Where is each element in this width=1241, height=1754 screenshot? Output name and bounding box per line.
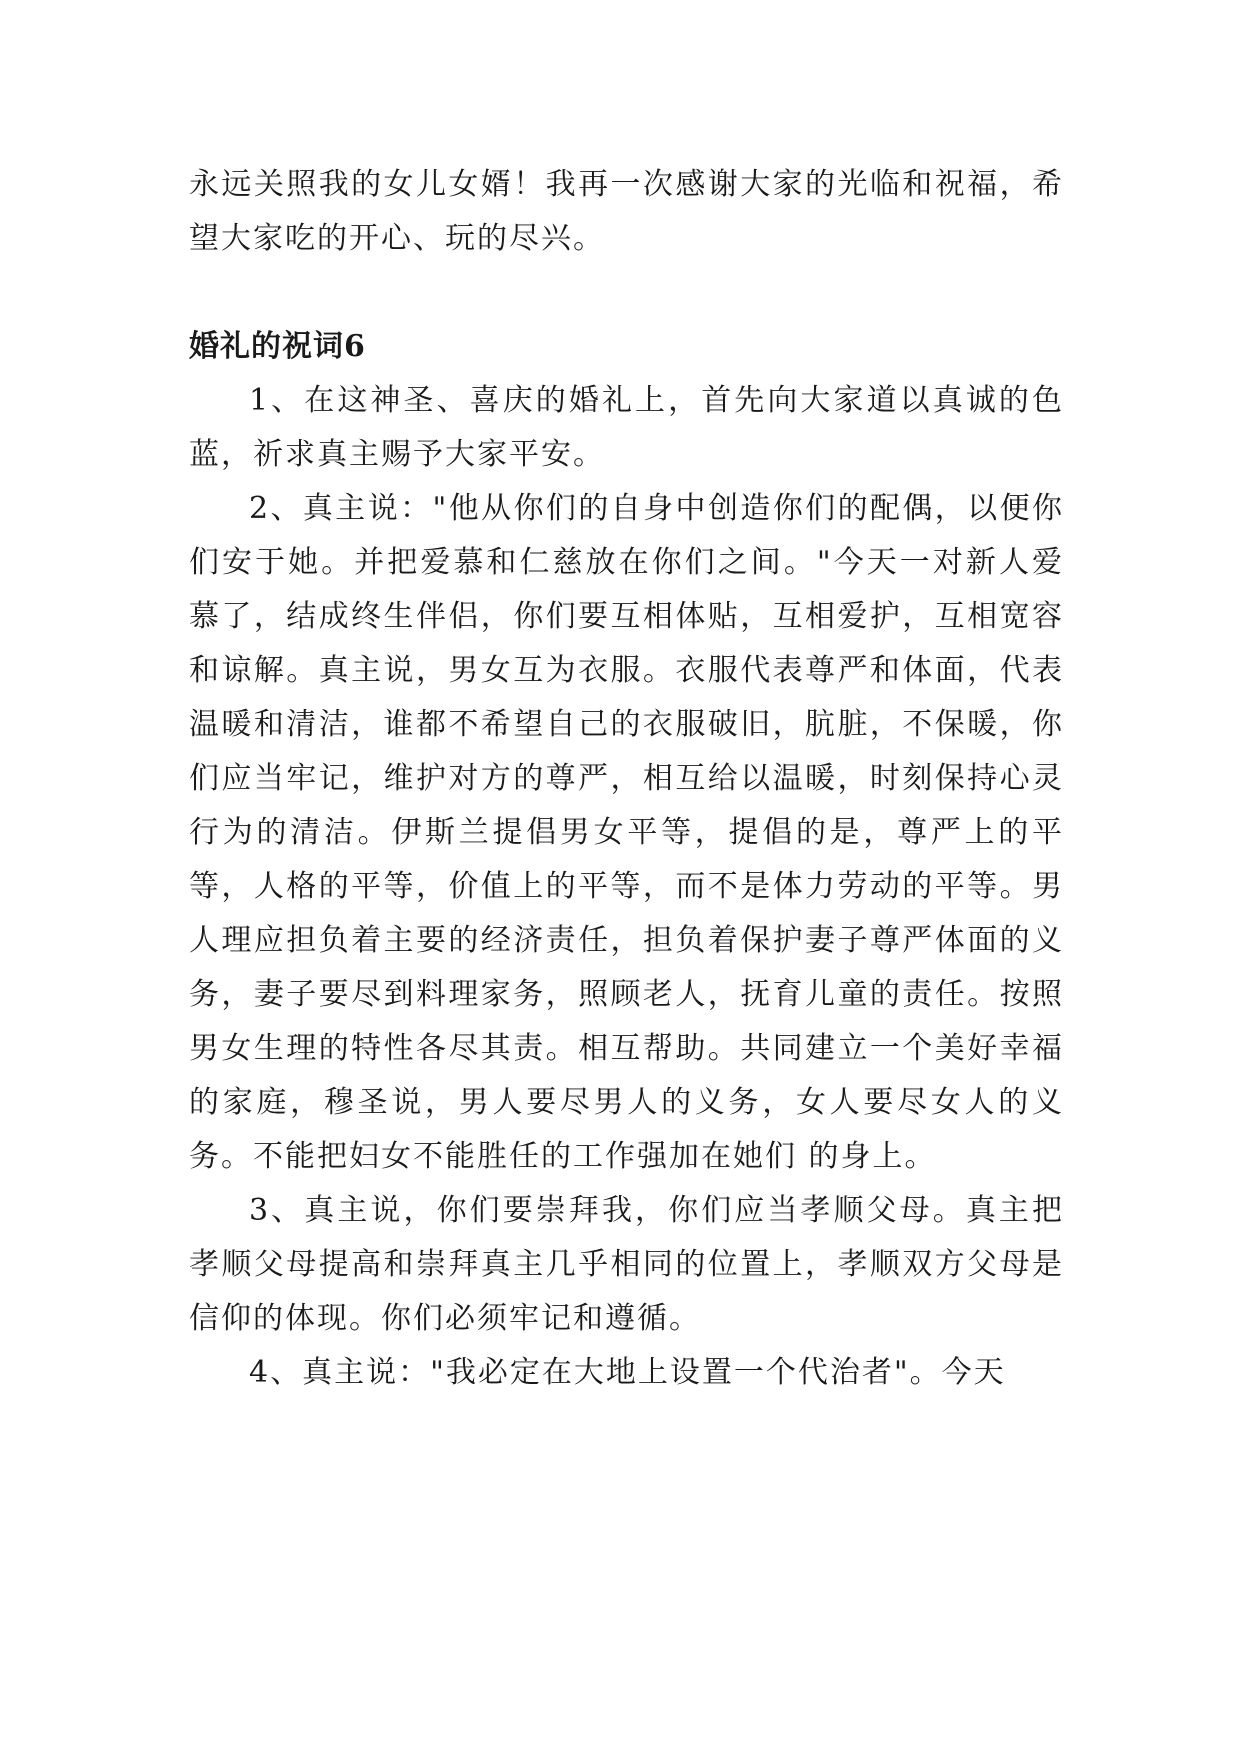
paragraph-1: 1、在这神圣、喜庆的婚礼上，首先向大家道以真诚的色蓝，祈求真主赐予大家平安。 [189,383,1064,472]
opening-paragraph: 永远关照我的女儿女婿！我再一次感谢大家的光临和祝福，希望大家吃的开心、玩的尽兴。 [189,167,1064,256]
document-body [189,158,1076,1400]
paragraph-4: 4、真主说："我必定在大地上设置一个代治者"。今天 [249,1355,1006,1390]
paragraph-2: 2、真主说："他从你们的自身中创造你们的配偶，以便你们安于她。并把爱慕和仁慈放在你们之间。"今天一对新人爱慕了，结成终生伴侣，你们要互相体贴，互相爱护，互相宽容和谅解。真主说，男女互为衣服。衣服代表尊严和体面，代表温暖和清洁，谁都不希望自己的衣服破旧，肮脏，不保暖，你们应当牢记，维护对方的尊严，相互给以温暖，时刻保持心灵行为的清洁。伊斯兰提倡男女平等，提倡的是，尊严上的平等，人格的平等，价值上的平等，而不是体力劳动的平等。男人理应担负着主要的经济责任，担负着保护妻子尊严体面的义务，妻子要尽到料理家务，照顾老人，抚育儿童的责任。按照男女生理的特性各尽其责。相互帮助。共同建立一个美好幸福的家庭，穆圣说，男人要尽男人的义务，女人要尽女人的义务。不能把妇女不能胜任的工作强加在她们 的身上。 [189,491,1064,1174]
paragraph-3: 3、真主说，你们要崇拜我，你们应当孝顺父母。真主把 孝顺父母提高和崇拜真主几乎相同的位置上，孝顺双方父母是信仰的体现。你们必须牢记和遵循。 [189,1193,1076,1336]
section-title: 婚礼的祝词6 [189,329,366,364]
